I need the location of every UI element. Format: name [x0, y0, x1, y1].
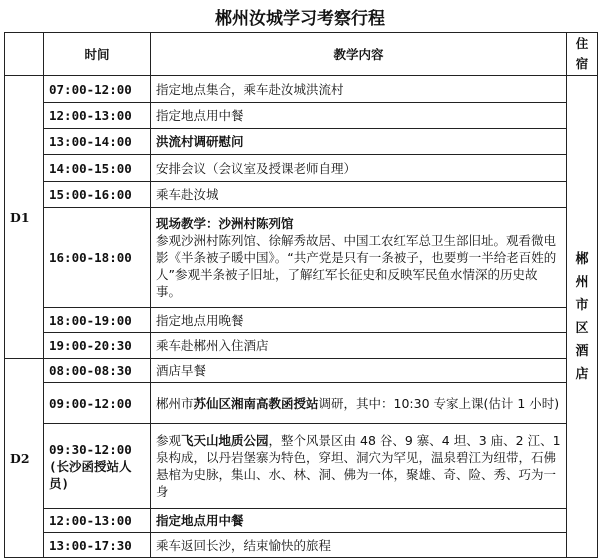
time-cell: 09:30-12:00 (长沙函授站人员) [44, 424, 151, 509]
table-row [5, 308, 598, 333]
content-cell: 郴州市苏仙区湘南高教函授站调研，其中：10:30 专家上课(估计 1 小时) [151, 383, 567, 424]
time-cell: 07:00-12:00 [44, 76, 151, 103]
content-title: 现场教学：沙洲村陈列馆 [156, 216, 294, 231]
time-cell: 19:00-20:30 [44, 333, 151, 359]
content-cell: 乘车赴郴州入住酒店 [151, 333, 567, 359]
content-cell [151, 208, 567, 308]
content-cell: 乘车返回长沙，结束愉快的旅程 [151, 533, 567, 558]
time-cell: 16:00-18:00 [44, 208, 151, 308]
table-row [5, 383, 598, 424]
content-cell: 参观飞天山地质公园，整个风景区由 48 谷、9 寨、4 坦、3 庙、2 江、1 泉构成，以丹岩堡寨为特色，穿坦、洞穴为罕见，温泉碧江为纽带，石佛悬棺为史脉，集山、水、林、洞、佛为一体，聚雄、奇、险、秀、巧为一身 [151, 424, 567, 509]
table-row [5, 182, 598, 208]
content-cell: 指定地点用晚餐 [151, 308, 567, 333]
table-row [5, 509, 598, 533]
header-day [5, 33, 44, 76]
page-title: 郴州汝城学习考察行程 [215, 9, 385, 29]
content-cell: 乘车赴汝城 [151, 182, 567, 208]
content-cell: 酒店早餐 [151, 359, 567, 383]
time-cell: 15:00-16:00 [44, 182, 151, 208]
table-row [5, 424, 598, 509]
itinerary-table [4, 32, 598, 558]
time-cell: 09:00-12:00 [44, 383, 151, 424]
time-cell: 18:00-19:00 [44, 308, 151, 333]
content-cell: 安排会议（会议室及授课老师自理） [151, 155, 567, 182]
table-row [5, 103, 598, 129]
time-cell: 13:00-14:00 [44, 129, 151, 155]
content-cell: 指定地点用中餐 [151, 509, 567, 533]
day-label: D1 [5, 76, 44, 359]
time-cell: 12:00-13:00 [44, 509, 151, 533]
content-text: 参观沙洲村陈列馆、徐解秀故居、中国工农红军总卫生部旧址。观看微电影《半条被子暖中国》。“共产党是只有一条被子，也要剪一半给老百姓的人”参观半条被子旧址，了解红军长征史和反映军民鱼水情深的历史故事。 [156, 233, 557, 299]
table-row [5, 208, 598, 308]
table-row [5, 359, 598, 383]
content-cell: 指定地点集合，乘车赴汝城洪流村 [151, 76, 567, 103]
table-row [5, 129, 598, 155]
time-cell: 13:00-17:30 [44, 533, 151, 558]
table-row [5, 533, 598, 558]
time-cell: 14:00-15:00 [44, 155, 151, 182]
header-content: 教学内容 [151, 33, 567, 76]
content-cell: 指定地点用中餐 [151, 103, 567, 129]
table-row [5, 76, 598, 103]
table-row [5, 333, 598, 359]
time-cell: 08:00-08:30 [44, 359, 151, 383]
table-row [5, 155, 598, 182]
header-row [5, 33, 598, 76]
time-cell: 12:00-13:00 [44, 103, 151, 129]
day-label: D2 [5, 359, 44, 558]
lodging-cell: 郴州市区酒店 [567, 76, 598, 558]
header-lodging: 住宿 [567, 33, 598, 76]
content-cell: 洪流村调研慰问 [151, 129, 567, 155]
time-note: (长沙函授站人员) [49, 458, 132, 491]
header-time: 时间 [44, 33, 151, 76]
